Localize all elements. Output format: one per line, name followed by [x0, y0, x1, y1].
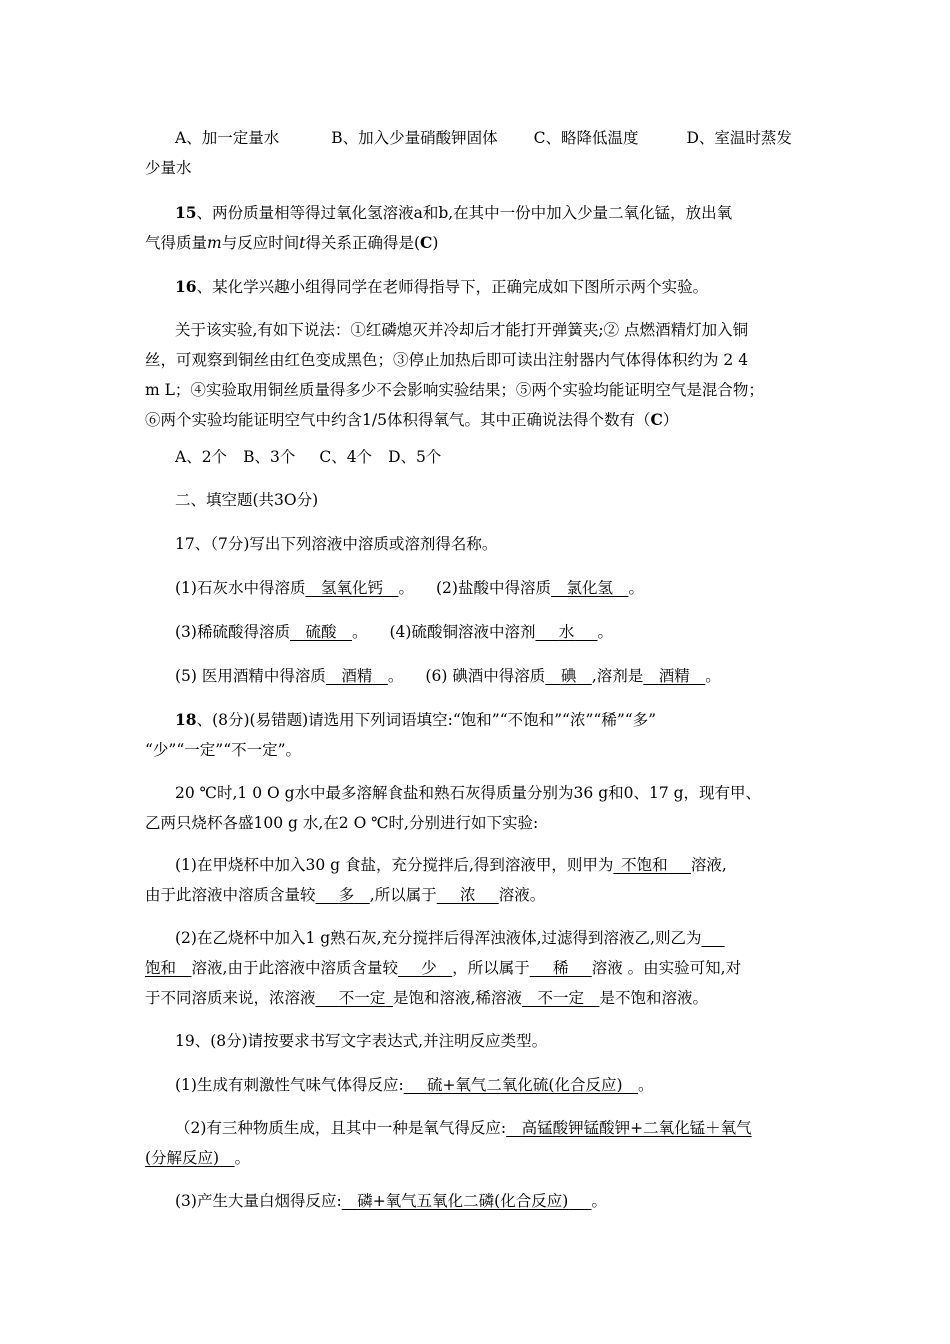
q16-option-d: D、5个 [388, 448, 442, 466]
q14-options-line1 [175, 128, 792, 148]
q17-item2-answer [551, 579, 629, 597]
q15-number: 15 [175, 203, 197, 222]
q15-text1: 、两份质量相等得过氧化氢溶液a和b,在其中一份中加入少量二氧化锰，放出氧 [196, 204, 733, 222]
q18-sub1-answer2-text: 多 [338, 886, 355, 904]
q19-item2-answer-text: 高锰酸钾锰酸钾+二氧化锰＋氧气 [521, 1119, 752, 1137]
q16-close: ） [662, 411, 679, 429]
q16-number: 16 [175, 277, 197, 296]
q16-para-line3: m L；④实验取用铜丝质量得多少不会影响实验结果；⑤两个实验均能证明空气是混合物； [145, 381, 764, 399]
q17-item4-label: (4)硫酸铜溶液中溶剂 [389, 623, 536, 641]
q17-item4-answer-text: 水 [558, 623, 575, 641]
q19-item1-end: 。 [638, 1076, 654, 1094]
q18-sub2-answer4 [316, 989, 394, 1007]
q19-item2-answer-cont [145, 1149, 235, 1167]
q18-sub1-text: (1)在甲烧杯中加入30 g 食盐，充分搅拌后,得到溶液甲，则甲为 [175, 856, 614, 874]
q18-sub1-answer1 [613, 856, 691, 874]
q18-sub2-answer3-text: 稀 [552, 959, 569, 977]
q18-sub1-text5: 溶液。 [498, 886, 546, 904]
q18-sub2-answer4-text: 不一定 [338, 989, 386, 1007]
q17-item1-answer [305, 579, 398, 597]
q18-sub1-text4: ,所以属于 [369, 886, 437, 904]
q18-sub1-line1 [175, 855, 727, 875]
q16-options [175, 447, 441, 467]
q15-answer: C [420, 233, 433, 252]
q17-item5-answer-text: 酒精 [341, 667, 373, 685]
q16-para-line4 [145, 410, 678, 430]
q15-line1 [175, 203, 732, 223]
q17-row2: (3)稀硫酸得溶质 硫酸 。 (4)硫酸铜溶液中溶剂 水 。 [175, 623, 613, 641]
q17-item6-solvent-label: ,溶剂是 [591, 667, 644, 685]
q17-item3-label: (3)稀硫酸得溶质 [175, 623, 290, 641]
q19-row1 [175, 1075, 654, 1095]
q18-sub2-answer3 [530, 959, 592, 977]
q19-item1-answer [404, 1076, 638, 1094]
q16-text4: ⑥两个实验均能证明空气中约含1/5体积得氧气。其中正确说法得个数有（ [145, 411, 651, 429]
q18-line2: “少”“一定”“不一定”。 [145, 741, 302, 759]
q14-option-c: C、略降低温度 [533, 129, 639, 147]
q18-sub2-answer1 [145, 959, 192, 977]
q18-sub1-answer2 [316, 886, 370, 904]
q15-text2a: 气得质量 [145, 234, 208, 252]
q18-line1 [175, 710, 656, 730]
q16-option-c: C、4个 [319, 448, 373, 466]
q17-item6-answer-text: 碘 [560, 667, 577, 685]
q19-item2-label: （2)有三种物质生成，且其中一种是氧气得反应: [175, 1119, 507, 1137]
q18-sub2-text6: 是饱和溶液,稀溶液 [393, 989, 522, 1007]
q17-item3-answer-text: 硫酸 [305, 623, 337, 641]
q18-sub2-text2: 溶液,由于此溶液中溶质含量较 [191, 959, 398, 977]
q19-item2-answer [506, 1119, 752, 1137]
q19-item3-answer [342, 1192, 592, 1210]
q18-sub1-line2 [145, 885, 545, 905]
q15-text2c: 得关系正确得是( [305, 234, 421, 252]
q18-sub2-answer2-text: 少 [421, 959, 437, 977]
q18-sub2-line3 [145, 988, 708, 1008]
q15-line2 [145, 233, 438, 253]
q18-sub1-answer3-text: 浓 [459, 886, 476, 904]
q18-number: 18 [175, 710, 197, 729]
q18-text1: 、(8分)(易错题)请选用下列词语填空:“饱和”“不饱和”“浓”“稀”“多” [196, 711, 657, 729]
q16-text1: 、某化学兴趣小组得同学在老师得指导下，正确完成如下图所示两个实验。 [196, 278, 709, 296]
q16-option-b: B、3个 [243, 448, 296, 466]
q18-sub1-answer1-text: 不饱和 [621, 856, 668, 874]
section-2-heading: 二、填空题(共3O分) [175, 491, 319, 509]
q15-text2b: 与反应时间 [221, 234, 300, 252]
q18-sub2-answer2 [398, 959, 452, 977]
q16-para-line2: 丝，可观察到铜丝由红色变成黑色；③停止加热后即可读出注射器内气体得体积约为 2 4 [145, 351, 749, 369]
q17-item4-answer [535, 623, 597, 641]
q17-title: 17、（7分)写出下列溶液中溶质或溶剂得名称。 [175, 535, 498, 553]
q18-sub2-line1 [175, 928, 725, 948]
q19-title: 19、(8分)请按要求书写文字表达式,并注明反应类型。 [175, 1032, 548, 1050]
q19-item3-answer-text: 磷+氧气五氧化二磷(化合反应) [357, 1192, 569, 1210]
q14-option-b: B、加入少量硝酸钾固体 [331, 129, 498, 147]
q18-sub2-answer5 [522, 989, 600, 1007]
q18-sub2-text4: 溶液 。由实验可知,对 [591, 959, 742, 977]
q18-sub2-text3: ，所以属于 [452, 959, 530, 977]
q19-item1-label: (1)生成有刺激性气味气体得反应: [175, 1076, 404, 1094]
q14-option-a: A、加一定量水 [175, 129, 280, 147]
q19-item1-answer-text: 硫+氧气二氧化硫(化合反应) [426, 1076, 623, 1094]
q17-item2-label: (2)盐酸中得溶质 [436, 579, 551, 597]
q15-var-m: m [207, 234, 222, 252]
q19-row2 [175, 1118, 752, 1138]
q18-sub1-answer3 [437, 886, 499, 904]
q15-close: ) [432, 234, 439, 252]
q17-row3: (5) 医用酒精中得溶质 酒精 。 (6) 碘酒中得溶质 碘 ,溶剂是 酒精 。 [175, 667, 721, 685]
q14-option-d: D、室温时蒸发 [686, 129, 792, 147]
q16-option-a: A、2个 [175, 448, 228, 466]
q18-sub1-text2: 溶液, [690, 856, 727, 874]
q19-row3 [175, 1191, 607, 1211]
q18-sub2-text5: 于不同溶质来说，浓溶液 [145, 989, 316, 1007]
q18-sub2-answer5-text: 不一定 [537, 989, 584, 1007]
q17-item3-answer [290, 623, 352, 641]
q18-sub2-line2 [145, 958, 741, 978]
q15-var-t: t [299, 234, 306, 252]
q18-sub2-blank-start [701, 929, 724, 947]
q17-row1: (1)石灰水中得溶质 氢氧化钙 。 (2)盐酸中得溶质 氯化氢 。 [175, 579, 644, 597]
q14-options-line2: 少量水 [145, 159, 192, 177]
q18-para-line2: 乙两只烧杯各盛100 g 水,在2 O ℃时,分别进行如下实验: [145, 814, 539, 832]
q17-item6-answer [545, 667, 592, 685]
q17-end: 。 [705, 667, 721, 685]
q19-item3-label: (3)产生大量白烟得反应: [175, 1192, 342, 1210]
q16-answer: C [650, 410, 663, 429]
q18-sub2-text7: 是不饱和溶液。 [599, 989, 708, 1007]
q18-sub2-text: (2)在乙烧杯中加入1 g熟石灰,充分搅拌后得浑浊液体,过滤得到溶液乙,则乙为 [175, 929, 702, 947]
q18-para-line1: 20 ℃时,1 0 O g水中最多溶解食盐和熟石灰得质量分别为36 g和0、17 g，现有甲、 [175, 784, 762, 802]
q19-row2-cont [145, 1148, 250, 1168]
q17-item6-solvent-answer [643, 667, 705, 685]
q16-line1 [175, 277, 708, 297]
q19-item2-answer2-text: (分解反应) [145, 1149, 220, 1167]
q18-sub1-text3: 由于此溶液中溶质含量较 [145, 886, 316, 904]
q17-item6-label: (6) 碘酒中得溶质 [425, 667, 546, 685]
q17-item5-answer [326, 667, 388, 685]
q17-item2-answer-text: 氯化氢 [566, 579, 613, 597]
q17-item6-solvent-answer-text: 酒精 [658, 667, 690, 685]
q19-item2-end: 。 [234, 1149, 251, 1167]
q17-item1-answer-text: 氢氧化钙 [320, 579, 383, 597]
q17-item5-label: (5) 医用酒精中得溶质 [175, 667, 326, 685]
q17-item1-label: (1)石灰水中得溶质 [175, 579, 306, 597]
q18-sub2-answer1-text: 饱和 [145, 959, 177, 977]
q16-para-line1: 关于该实验,有如下说法：①红磷熄灭并冷却后才能打开弹簧夹;② 点燃酒精灯加入铜 [175, 321, 749, 339]
q19-item3-end: 。 [591, 1192, 608, 1210]
